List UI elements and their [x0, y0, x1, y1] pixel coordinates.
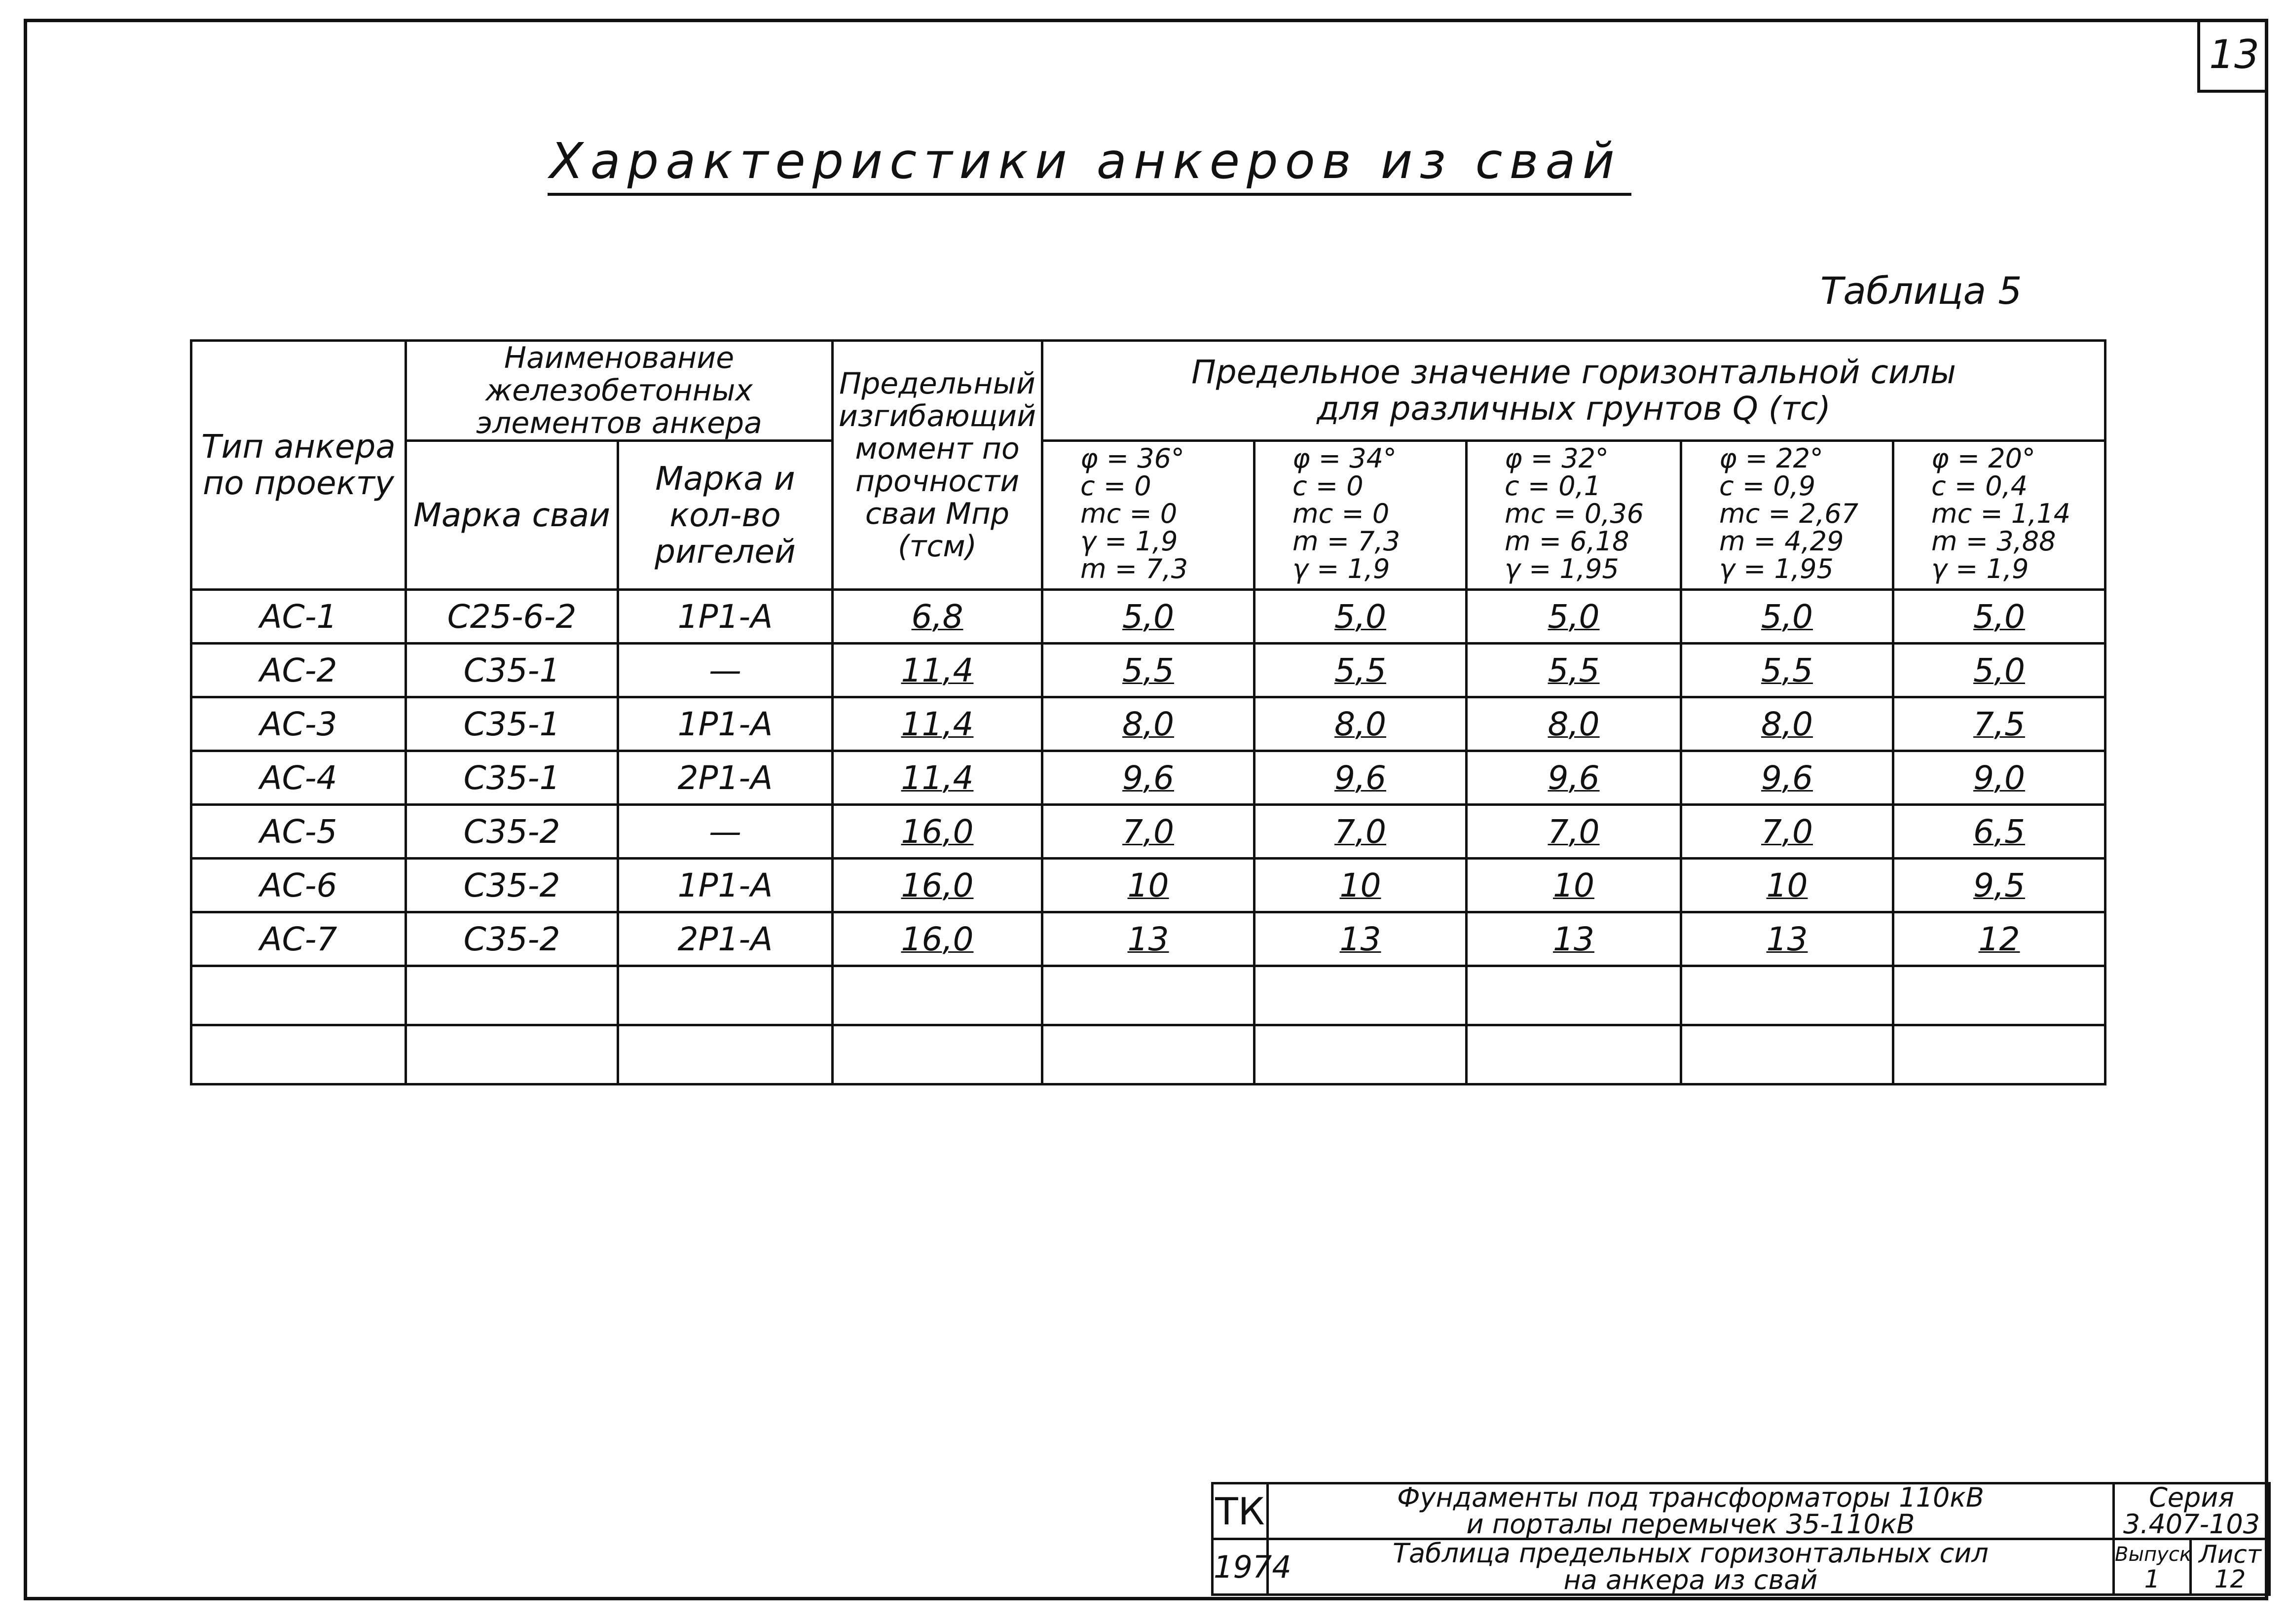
soil-param: φ = 32° [1505, 443, 1609, 474]
soil-param: c = 0 [1080, 470, 1151, 502]
cell-type: АС-5 [191, 805, 406, 859]
table-row [191, 644, 2105, 697]
header-elements: Наименование железобетонных элементов анкера [406, 341, 833, 441]
soil-param: m = 3,88 [1931, 526, 2056, 557]
sheet-number: 13 [2197, 19, 2268, 93]
header-crossbar-mark: Марка и кол-во ригелей [618, 441, 833, 590]
project-name [1268, 1483, 2114, 1539]
header-pile-mark: Марка сваи [406, 441, 618, 590]
cell-pile: С35-1 [406, 697, 618, 751]
page-title: Характеристики анкеров из свай [548, 132, 1631, 196]
soil-param: γ = 1,9 [1080, 526, 1178, 557]
cell-pile: С35-2 [406, 859, 618, 912]
year: 1974 [1213, 1539, 1268, 1595]
cell-pile: С35-1 [406, 751, 618, 805]
cell-type: АС-6 [191, 859, 406, 912]
cell-moment: 6,8 [833, 590, 1042, 644]
cell-moment: 11,4 [833, 751, 1042, 805]
header-force-line1: Предельное значение горизонтальной силы [1191, 353, 1956, 391]
cell-moment: 16,0 [833, 805, 1042, 859]
cell-moment: 16,0 [833, 912, 1042, 966]
soil-param: mc = 1,14 [1931, 498, 2071, 529]
soil-param: m = 7,3 [1080, 553, 1188, 584]
cell-q2: 8,0 [1255, 697, 1467, 751]
cell-type: АС-3 [191, 697, 406, 751]
cell-q4: 8,0 [1681, 697, 1893, 751]
cell-type: АС-7 [191, 912, 406, 966]
sheet-title [1268, 1539, 2114, 1595]
soil-param: c = 0,9 [1719, 470, 1816, 502]
cell-q3: 9,6 [1467, 751, 1681, 805]
issue-cell [2114, 1539, 2191, 1595]
cell-moment: 11,4 [833, 644, 1042, 697]
cell-q3: 5,0 [1467, 590, 1681, 644]
cell-q5: 12 [1893, 912, 2105, 966]
soil-param: φ = 20° [1931, 443, 2035, 474]
anchor-table [190, 339, 2106, 1085]
org-code: ТК [1213, 1483, 1268, 1539]
project-name-line: Фундаменты под трансформаторы 110кВ [1397, 1482, 1984, 1513]
cell-pile: С35-2 [406, 805, 618, 859]
table-row [191, 859, 2105, 912]
soil-param: mc = 0 [1292, 498, 1390, 529]
cell-pile: С25-6-2 [406, 590, 618, 644]
cell-q5: 5,0 [1893, 644, 2105, 697]
sheet-value: 12 [2214, 1565, 2246, 1593]
header-force [1042, 341, 2105, 441]
cell-q4: 10 [1681, 859, 1893, 912]
soil-param: φ = 36° [1080, 443, 1184, 474]
cell-q1: 10 [1042, 859, 1255, 912]
header-moment: Предельный изгибающий момент по прочности сваи Мпр (тсм) [833, 341, 1042, 590]
cell-q1: 5,0 [1042, 590, 1255, 644]
table-row-empty [191, 1025, 2105, 1084]
cell-q2: 5,5 [1255, 644, 1467, 697]
sheet-cell [2191, 1539, 2270, 1595]
cell-q5: 9,5 [1893, 859, 2105, 912]
cell-crossbar: — [618, 805, 833, 859]
header-type: Тип анкера по проекту [191, 341, 406, 590]
issue-value: 1 [2144, 1565, 2160, 1593]
cell-q4: 13 [1681, 912, 1893, 966]
cell-q2: 7,0 [1255, 805, 1467, 859]
cell-crossbar: 1Р1-А [618, 590, 833, 644]
cell-q2: 13 [1255, 912, 1467, 966]
issue-label: Выпуск [2115, 1543, 2191, 1566]
soil-param: γ = 1,9 [1931, 553, 2029, 584]
soil-param: m = 4,29 [1719, 526, 1844, 557]
soil-param: m = 7,3 [1292, 526, 1401, 557]
cell-q1: 9,6 [1042, 751, 1255, 805]
soil-header [1681, 441, 1893, 590]
soil-param: γ = 1,9 [1292, 553, 1390, 584]
cell-q3: 7,0 [1467, 805, 1681, 859]
soil-param: c = 0,4 [1931, 470, 2028, 502]
sheet-label: Лист [2199, 1540, 2261, 1569]
cell-pile: С35-2 [406, 912, 618, 966]
cell-crossbar: 2Р1-А [618, 751, 833, 805]
project-name-line: и порталы перемычек 35-110кВ [1466, 1509, 1915, 1540]
soil-header [1893, 441, 2105, 590]
cell-q1: 7,0 [1042, 805, 1255, 859]
cell-crossbar: 2Р1-А [618, 912, 833, 966]
table-body [191, 590, 2105, 966]
cell-q1: 13 [1042, 912, 1255, 966]
cell-q4: 7,0 [1681, 805, 1893, 859]
soil-param: c = 0,1 [1505, 470, 1601, 502]
cell-q1: 5,5 [1042, 644, 1255, 697]
cell-q3: 8,0 [1467, 697, 1681, 751]
soil-header [1467, 441, 1681, 590]
table-label: Таблица 5 [1820, 269, 2022, 313]
soil-param: mc = 0,36 [1505, 498, 1644, 529]
cell-type: АС-4 [191, 751, 406, 805]
cell-q4: 5,0 [1681, 590, 1893, 644]
soil-param: φ = 34° [1292, 443, 1397, 474]
soil-param: φ = 22° [1719, 443, 1823, 474]
cell-q5: 7,5 [1893, 697, 2105, 751]
series-value: 3.407-103 [2123, 1509, 2260, 1540]
cell-q4: 9,6 [1681, 751, 1893, 805]
soil-param: γ = 1,95 [1719, 553, 1834, 584]
cell-crossbar: 1Р1-А [618, 697, 833, 751]
table-row-empty [191, 966, 2105, 1025]
sheet-title-line: Таблица предельных горизонтальных сил [1393, 1538, 1989, 1569]
soil-param: mc = 0 [1080, 498, 1178, 529]
series-label: Серия [2149, 1482, 2234, 1513]
table-row [191, 805, 2105, 859]
table-row [191, 697, 2105, 751]
cell-q5: 6,5 [1893, 805, 2105, 859]
sheet-title-line: на анкера из свай [1563, 1564, 1818, 1595]
cell-q2: 10 [1255, 859, 1467, 912]
soil-param: mc = 2,67 [1719, 498, 1859, 529]
cell-q1: 8,0 [1042, 697, 1255, 751]
header-force-line2: для различных грунтов Q (тс) [1317, 390, 1831, 428]
title-block [1211, 1482, 2271, 1596]
table-row [191, 912, 2105, 966]
cell-crossbar: — [618, 644, 833, 697]
soil-header [1042, 441, 1255, 590]
cell-q5: 5,0 [1893, 590, 2105, 644]
cell-pile: С35-1 [406, 644, 618, 697]
table-row [191, 590, 2105, 644]
cell-q5: 9,0 [1893, 751, 2105, 805]
soil-param: c = 0 [1292, 470, 1364, 502]
cell-q2: 9,6 [1255, 751, 1467, 805]
cell-q2: 5,0 [1255, 590, 1467, 644]
cell-moment: 11,4 [833, 697, 1042, 751]
series-cell [2114, 1483, 2270, 1539]
soil-param: γ = 1,95 [1505, 553, 1619, 584]
cell-q3: 5,5 [1467, 644, 1681, 697]
cell-type: АС-1 [191, 590, 406, 644]
soil-header [1255, 441, 1467, 590]
cell-moment: 16,0 [833, 859, 1042, 912]
cell-q3: 10 [1467, 859, 1681, 912]
cell-crossbar: 1Р1-А [618, 859, 833, 912]
cell-type: АС-2 [191, 644, 406, 697]
soil-param: m = 6,18 [1505, 526, 1629, 557]
cell-q4: 5,5 [1681, 644, 1893, 697]
cell-q3: 13 [1467, 912, 1681, 966]
table-row [191, 751, 2105, 805]
